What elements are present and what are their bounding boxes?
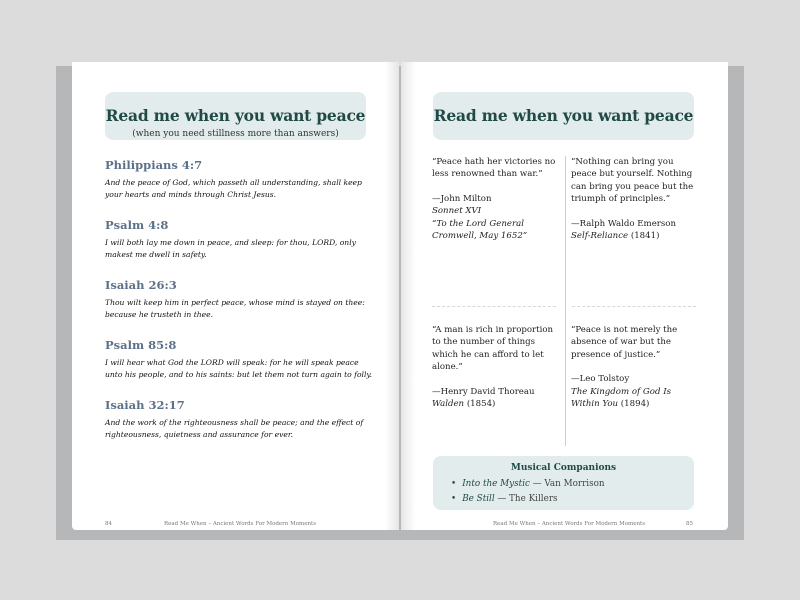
quote-text: “Peace hath her victories no less renowned than war.” (432, 157, 556, 180)
bullet-icon: • (451, 493, 457, 504)
quote-text: “Nothing can bring you peace but yourself. Nothing can bring you peace but the triumph of principles.” (571, 157, 694, 205)
quote-work-subtitle: “To the Lord General Cromwell, May 1652” (432, 218, 528, 242)
left-title-box (105, 92, 366, 140)
quote-work-line (571, 230, 696, 242)
right-page-number: 85 (686, 521, 693, 527)
left-footer-text: Read Me When – Ancient Words For Modern Moments (164, 521, 317, 527)
song-title: Into the Mystic (462, 479, 530, 489)
left-page-subtitle: (when you need stillness more than answers) (132, 129, 339, 139)
verse-text: I will both lay me down in peace, and sleep: for thou, LORD, only makest me dwell in safety. (105, 238, 356, 259)
right-page (401, 62, 728, 530)
song-artist: — The Killers (494, 493, 558, 504)
bullet-icon: • (451, 479, 457, 489)
quote-grid (432, 156, 696, 446)
verse-list (105, 158, 375, 458)
verse-text: Thou wilt keep him in perfect peace, whose mind is stayed on thee: because he trusteth in thee. (105, 298, 365, 319)
verse-item (105, 158, 375, 201)
quote-author: —Henry David Thoreau (432, 386, 535, 397)
quote-author: —John Milton (432, 193, 492, 204)
quote-thoreau (432, 324, 556, 410)
quote-milton (432, 156, 556, 242)
quote-work: The Kingdom of God Is (571, 386, 672, 397)
quote-year: (1854) (464, 399, 496, 410)
verse-text: And the peace of God, which passeth all understanding, shall keep your hearts and minds through Christ Jesus. (105, 178, 362, 199)
quote-work: Sonnet XVI (432, 206, 482, 217)
left-page-title: Read me when you want peace (105, 106, 366, 125)
quote-author: —Ralph Waldo Emerson (571, 218, 677, 229)
list-item (451, 477, 694, 492)
quote-text: “Peace is not merely the absence of war but the presence of justice.” (571, 325, 678, 360)
quote-emerson (571, 156, 696, 242)
musical-companions-list (433, 477, 694, 506)
right-title-box (433, 92, 694, 140)
quote-author: —Leo Tolstoy (571, 374, 630, 385)
horizontal-divider-right (572, 306, 696, 307)
verse-reference: Isaiah 32:17 (105, 398, 185, 412)
verse-item (105, 338, 375, 381)
quote-work: Self-Reliance (571, 231, 629, 242)
verse-reference: Psalm 4:8 (105, 218, 169, 232)
quote-year: (1841) (628, 231, 660, 242)
quote-work-line (571, 398, 696, 410)
verse-text: I will hear what God the LORD will speak: for he will speak peace unto his people, and to his saints: but let them not turn again to folly. (105, 358, 373, 379)
list-item (451, 492, 694, 507)
quote-work-end: Within You (571, 399, 619, 410)
right-footer-text: Read Me When – Ancient Words For Modern Moments (493, 521, 646, 527)
verse-text: And the work of the righteousness shall be peace; and the effect of righteousness, quietness and assurance for ever. (105, 418, 364, 439)
quote-text: “A man is rich in proportion to the number of things which he can afford to let alone.” (432, 325, 554, 373)
right-page-title: Read me when you want peace (433, 106, 694, 125)
verse-reference: Isaiah 26:3 (105, 278, 177, 292)
left-page (72, 62, 399, 530)
song-artist: — Van Morrison (529, 479, 605, 489)
horizontal-divider-left (432, 306, 556, 307)
verse-item (105, 278, 375, 321)
verse-reference: Philippians 4:7 (105, 158, 203, 172)
musical-companions-box (433, 456, 694, 510)
left-page-number: 84 (105, 521, 112, 527)
quote-year: (1894) (618, 399, 650, 410)
quote-work: Walden (432, 399, 465, 410)
quote-work-line (432, 398, 556, 410)
verse-reference: Psalm 85:8 (105, 338, 177, 352)
quote-tolstoy (571, 324, 696, 410)
song-title: Be Still (462, 493, 495, 504)
verse-item (105, 398, 375, 441)
verse-item (105, 218, 375, 261)
vertical-divider (565, 156, 566, 446)
musical-companions-title: Musical Companions (510, 463, 617, 473)
